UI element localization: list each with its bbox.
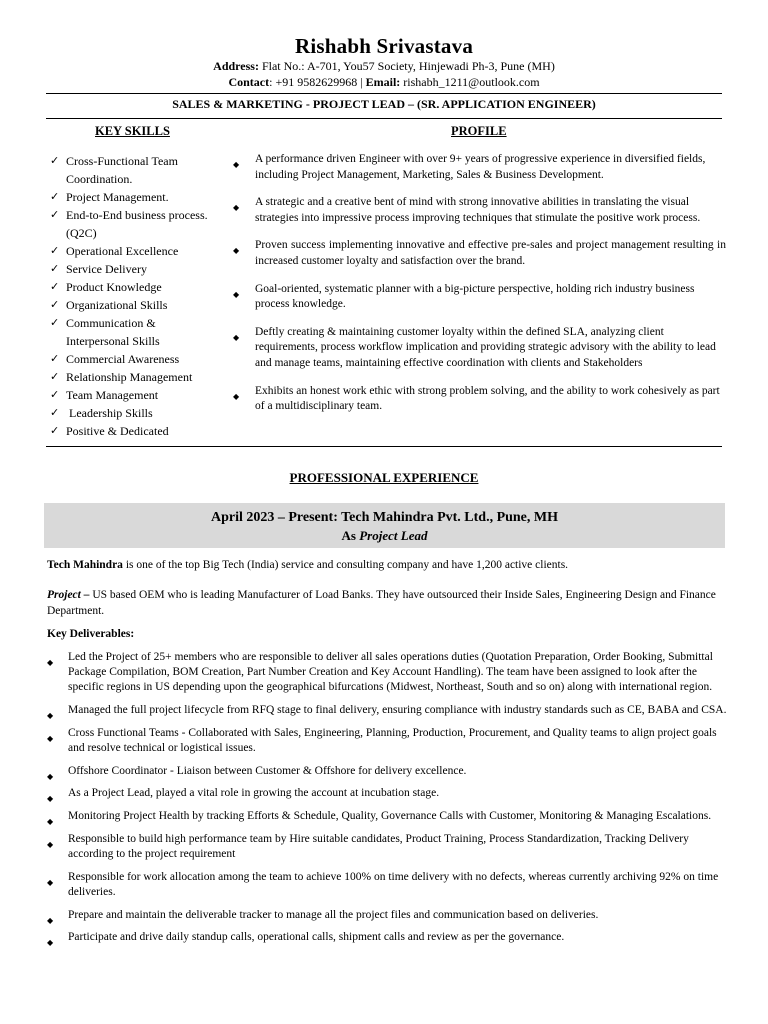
- header-divider: [46, 93, 722, 94]
- phone-number: : +91 9582629968 |: [269, 75, 366, 89]
- check-icon: ✓: [50, 407, 60, 419]
- diamond-bullet-icon: ◆: [47, 839, 54, 849]
- skill-item-continued: (Q2C): [66, 226, 97, 240]
- deliverable-item: ◆ Managed the full project lifecycle from RFQ stage to final delivery, ensuring compliance with industry standards such as CE, BABA and CSA.: [47, 703, 729, 718]
- profile-item: ◆ A strategic and a creative bent of mind with strong innovative abilities in translating the visual strategies into impressive process improving techniques that stimulate the positive work process.: [233, 196, 701, 224]
- profile-item: ◆ Exhibits an honest work ethic with strong problem solving, and the ability to work cohesively as part of a multidisciplinary team.: [233, 384, 720, 413]
- check-icon: ✓: [50, 371, 60, 383]
- deliverable-item: ◆ Participate and drive daily standup calls, operational calls, shipment calls and review as per the governance.: [47, 930, 729, 945]
- check-icon: ✓: [50, 425, 60, 437]
- diamond-bullet-icon: ◆: [47, 771, 54, 781]
- diamond-bullet-icon: ◆: [47, 658, 54, 667]
- address-text: Flat No.: A-701, You57 Society, Hinjewadi Ph-3, Pune (MH): [258, 59, 555, 73]
- check-icon: ✓: [50, 191, 60, 203]
- skill-item: ✓ Commercial Awareness: [50, 352, 180, 366]
- deliverable-item: ◆ Responsible to build high performance team by Hire suitable candidates, Product Training, Process Standardization, Tracking Delivery according to the project requirement: [47, 832, 689, 861]
- section-divider: [46, 446, 722, 447]
- address-line: [0, 59, 768, 74]
- skill-item-continued: Coordination.: [66, 172, 133, 186]
- project-description: Project – US based OEM who is leading Manufacturer of Load Banks. They have outsourced their Inside Sales, Engineering Design and Finance Department.: [47, 589, 716, 617]
- email-address[interactable]: rishabh_1211@outlook.com: [400, 75, 540, 89]
- skill-item: ✓ Relationship Management: [50, 370, 193, 384]
- check-icon: ✓: [50, 263, 60, 275]
- contact-label: Contact: [228, 75, 270, 89]
- diamond-bullet-icon: ◆: [47, 733, 54, 743]
- key-skills-list: [50, 152, 230, 440]
- diamond-bullet-icon: ◆: [47, 711, 54, 721]
- job-header-box: [44, 503, 725, 548]
- profile-item: ◆ A performance driven Engineer with over 9+ years of progressive experience in diversified fields, including Project Management, Marketing, Sales & Business Development.: [233, 153, 706, 181]
- skill-item: ✓ Operational Excellence: [50, 244, 179, 258]
- skill-item: ✓ End-to-End business process.: [50, 208, 208, 222]
- skill-item: ✓ Communication &: [50, 316, 156, 330]
- profile-item: ◆ Proven success implementing innovative and effective pre-sales and project management resulting in increased customer loyalty and satisfaction over the brand.: [233, 239, 726, 267]
- check-icon: ✓: [50, 155, 60, 167]
- deliverable-item: ◆ Cross Functional Teams - Collaborated with Sales, Engineering, Planning, Production, Procurement, and Quality teams to align project goals and resolve technical or logistical issues.: [47, 726, 717, 755]
- diamond-bullet-icon: ◆: [47, 938, 54, 948]
- check-icon: ✓: [50, 245, 60, 257]
- diamond-bullet-icon: ◆: [233, 332, 240, 342]
- deliverable-item: ◆ As a Project Lead, played a vital role in growing the account at incubation stage.: [47, 786, 729, 801]
- skill-item-continued: Interpersonal Skills: [66, 334, 160, 348]
- skill-item: ✓ Cross-Functional Team: [50, 154, 178, 168]
- contact-line: [0, 75, 768, 90]
- check-icon: ✓: [50, 299, 60, 311]
- profile-list: [232, 152, 726, 427]
- job-title: April 2023 – Present: Tech Mahindra Pvt. Ltd., Pune, MH: [210, 510, 559, 525]
- candidate-name: Rishabh Srivastava: [294, 34, 474, 58]
- address-label: Address:: [213, 59, 259, 73]
- skill-item: ✓ Product Knowledge: [50, 280, 162, 294]
- job-role: As Project Lead: [341, 528, 428, 543]
- diamond-bullet-icon: ◆: [47, 817, 54, 827]
- skill-item: ✓ Service Delivery: [50, 262, 147, 276]
- check-icon: ✓: [50, 281, 60, 293]
- profile-heading: PROFILE: [451, 124, 507, 138]
- deliverable-item: ◆ Responsible for work allocation among the team to achieve 100% on time delivery with no defects, whereas currently archiving 92% on time deliveries.: [47, 870, 719, 898]
- skill-item: ✓ Team Management: [50, 388, 159, 402]
- diamond-bullet-icon: ◆: [47, 915, 54, 925]
- deliverables-heading: Key Deliverables:: [47, 628, 135, 640]
- deliverable-item: ◆ Monitoring Project Health by tracking Efforts & Schedule, Quality, Governance Calls with Customer, Monitoring & Managing Escalations.: [47, 809, 729, 824]
- skill-item: ✓ Organizational Skills: [50, 298, 168, 312]
- skill-item: ✓ Positive & Dedicated: [50, 424, 169, 438]
- diamond-bullet-icon: ◆: [233, 160, 240, 169]
- job-headline: SALES & MARKETING - PROJECT LEAD – (SR. APPLICATION ENGINEER): [172, 97, 596, 111]
- deliverables-list: [47, 650, 729, 953]
- profile-item: ◆ Goal-oriented, systematic planner with a big-picture perspective, holding rich industry business process knowledge.: [233, 282, 695, 311]
- diamond-bullet-icon: ◆: [233, 391, 240, 401]
- skill-item: ✓ Project Management.: [50, 190, 169, 204]
- experience-heading: PROFESSIONAL EXPERIENCE: [289, 470, 479, 485]
- deliverable-item: ◆ Offshore Coordinator - Liaison between Customer & Offshore for delivery excellence.: [47, 764, 729, 779]
- skill-item: ✓ Leadership Skills: [50, 406, 153, 420]
- check-icon: ✓: [50, 389, 60, 401]
- check-icon: ✓: [50, 353, 60, 365]
- diamond-bullet-icon: ◆: [47, 794, 54, 804]
- company-description: Tech Mahindra is one of the top Big Tech (India) service and consulting company and have 1,200 active clients.: [47, 559, 569, 571]
- check-icon: ✓: [50, 209, 60, 221]
- profile-item: ◆ Deftly creating & maintaining customer loyalty within the defined SLA, analyzing client requirements, process workflow implication and providing strategic advisory with the ability to lead and manage teams, maintaining effective coordination with clients and Stakeholders: [233, 325, 716, 369]
- key-skills-heading: KEY SKILLS: [95, 124, 170, 138]
- diamond-bullet-icon: ◆: [233, 289, 240, 299]
- check-icon: ✓: [50, 317, 60, 329]
- email-label: Email:: [365, 75, 401, 89]
- diamond-bullet-icon: ◆: [47, 877, 54, 887]
- diamond-bullet-icon: ◆: [233, 246, 240, 256]
- deliverable-item: ◆ Led the Project of 25+ members who are responsible to deliver all sales operations duties (Quotation Preparation, Order Booking, Submittal Package Compilation, BOM Creation, Part Number Creation and Key Account Handling). The team have been assigned to look after the specific regions in US depending upon the geographical bifurcations (Midwest, Northeast, South and so on) along with international region.: [47, 651, 713, 694]
- diamond-bullet-icon: ◆: [233, 203, 240, 213]
- deliverable-item: ◆ Prepare and maintain the deliverable tracker to manage all the project files and communication based on deliveries.: [47, 908, 729, 923]
- headline-divider: [46, 118, 722, 119]
